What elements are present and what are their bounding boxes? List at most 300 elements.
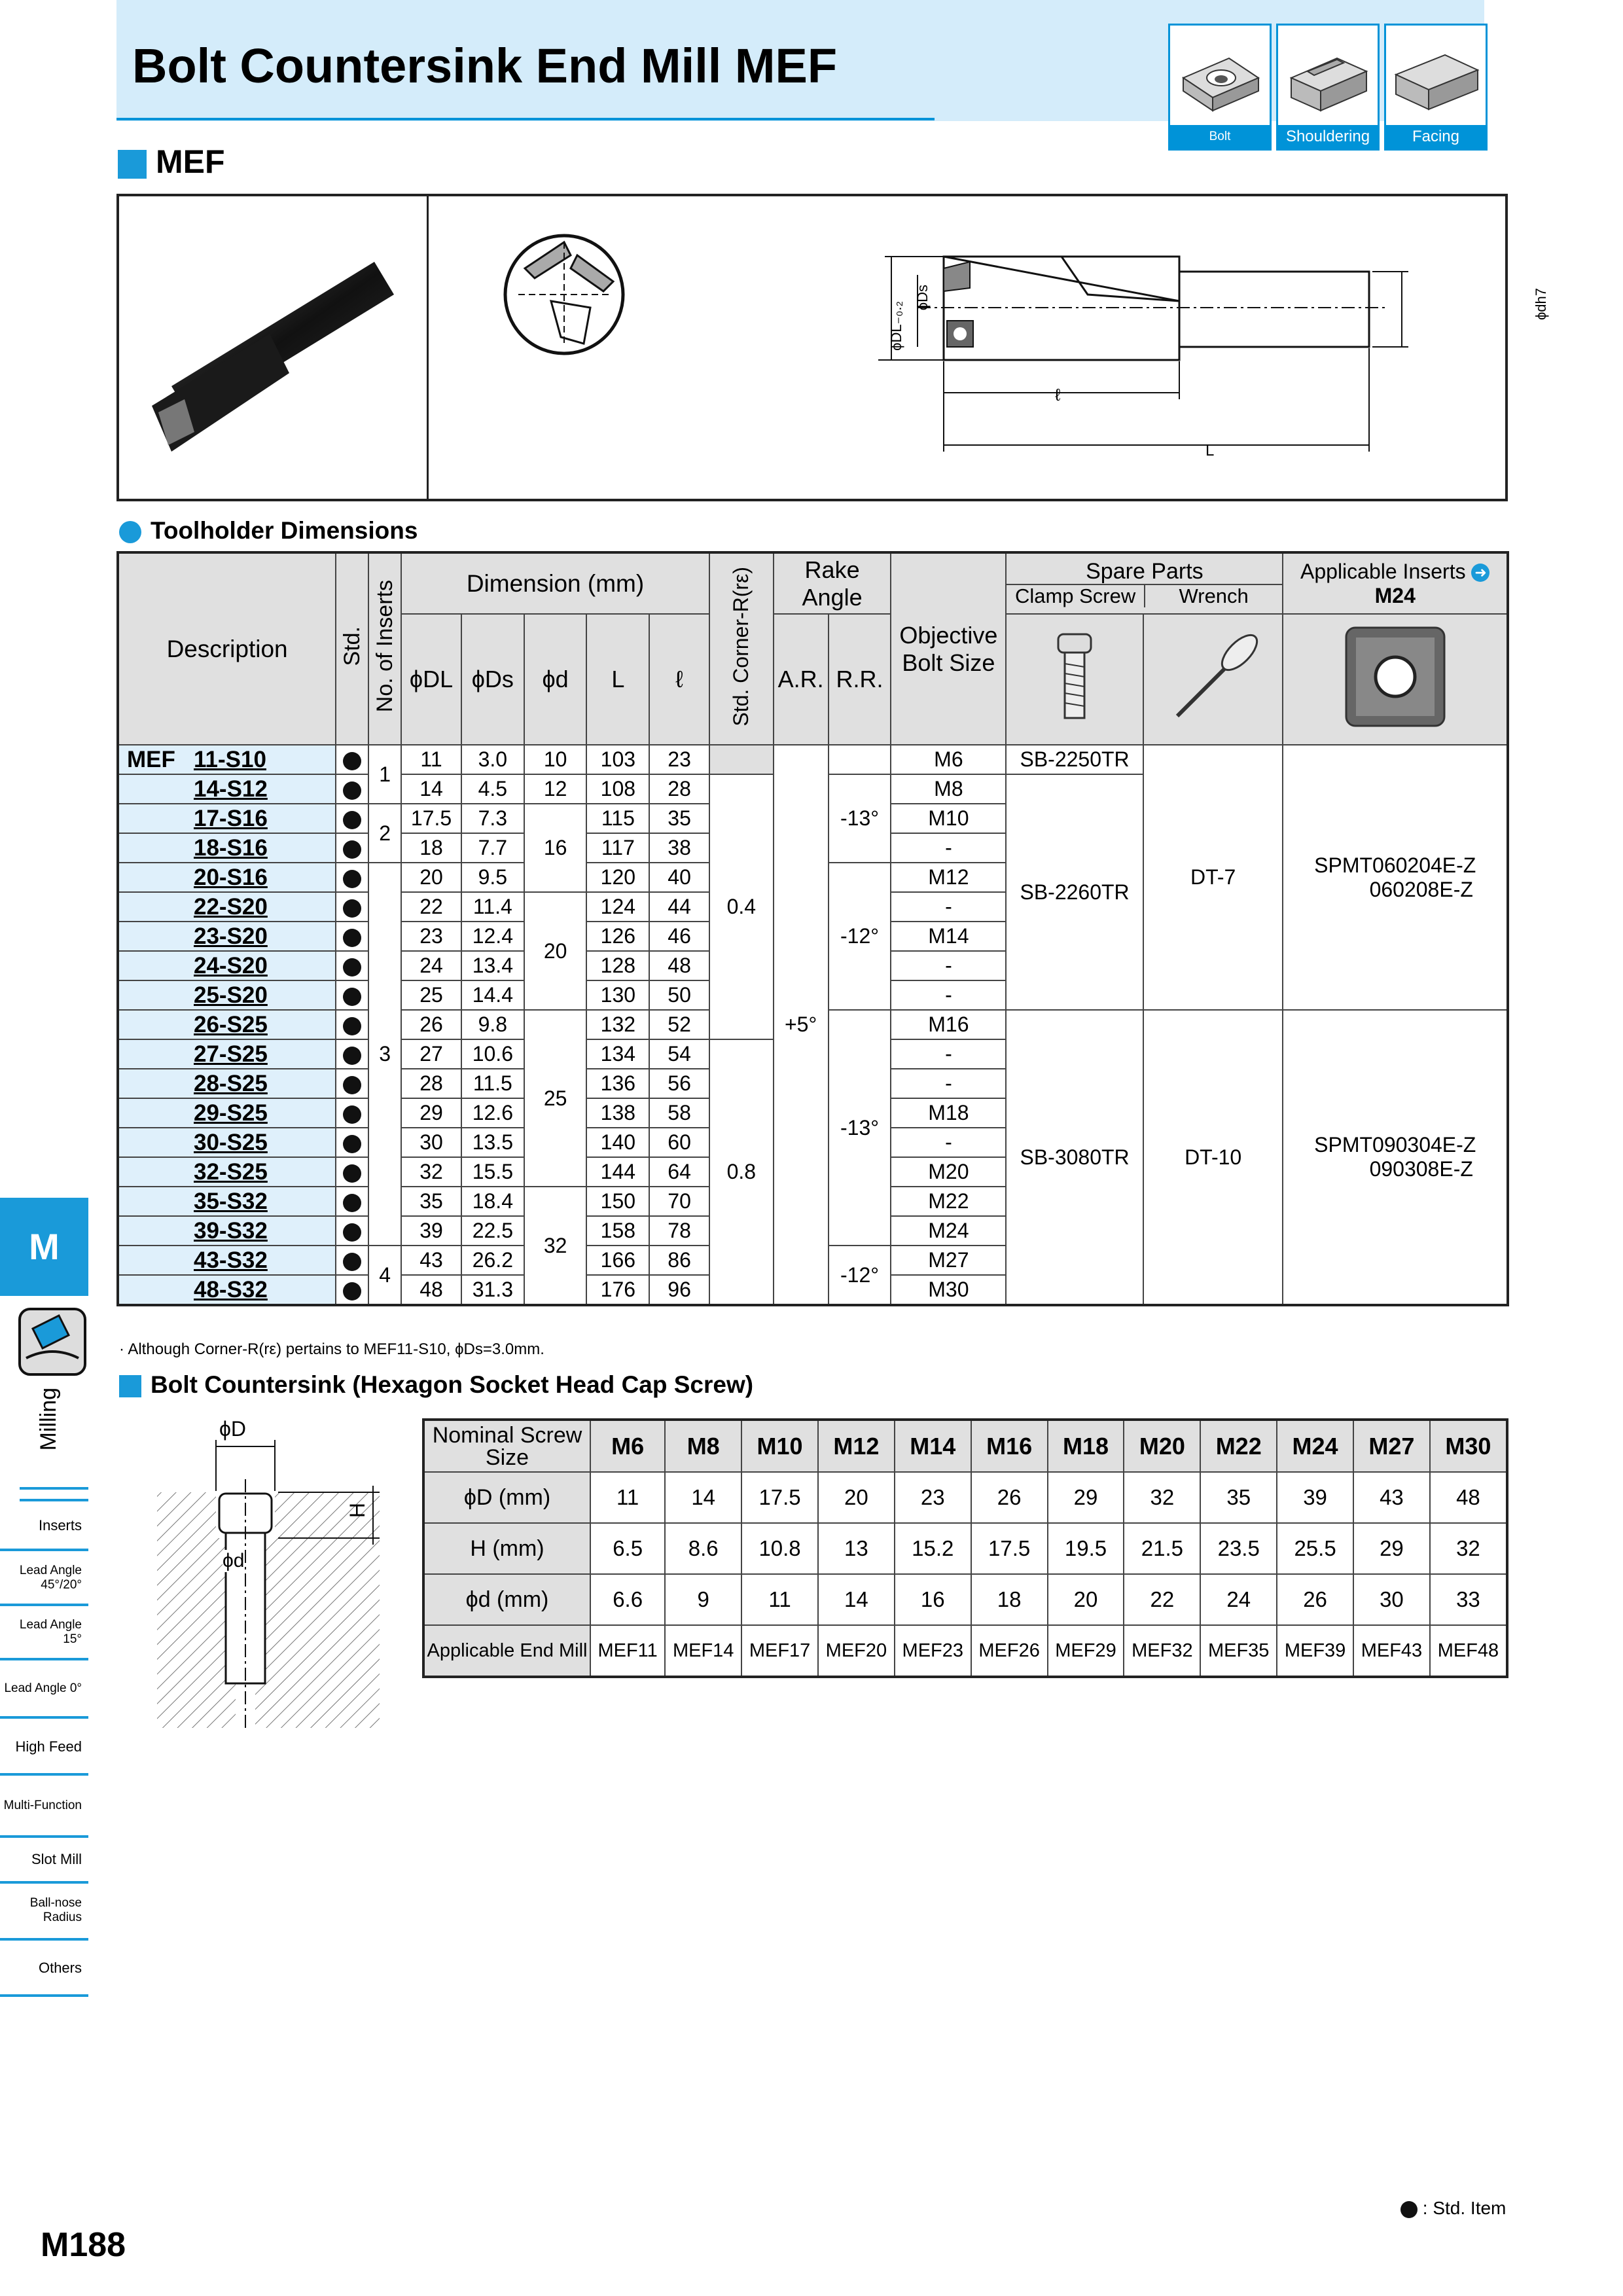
std-item-dot-icon xyxy=(343,1105,361,1124)
L-value: 115 xyxy=(586,804,649,833)
bolt-value: 23 xyxy=(895,1472,971,1523)
corner-r-value xyxy=(709,745,774,774)
ds-value: 15.5 xyxy=(461,1157,524,1187)
d-value: 20 xyxy=(524,892,587,1010)
bolt-value: 23.5 xyxy=(1200,1523,1277,1574)
model-code: 27-S25 xyxy=(194,1041,268,1067)
tool-photo-icon xyxy=(132,236,414,471)
bolt-value: 14 xyxy=(818,1574,895,1625)
corner-r-value: 0.8 xyxy=(709,1039,774,1305)
square-bullet-icon xyxy=(118,150,147,179)
model-code: 39-S32 xyxy=(194,1217,268,1244)
bolt-size-value: - xyxy=(891,1039,1006,1069)
header-d: ϕd xyxy=(524,614,587,745)
l-value: 35 xyxy=(649,804,709,833)
std-item-cell xyxy=(336,1039,368,1069)
dl-value: 43 xyxy=(401,1246,461,1275)
bolt-row-label: Applicable End Mill xyxy=(423,1625,590,1677)
bolt-row-label: ϕd (mm) xyxy=(423,1574,590,1625)
square-bullet-icon xyxy=(119,1375,141,1397)
header-spare-parts: Spare Parts xyxy=(1086,558,1204,584)
model-code: 11-S10 xyxy=(194,746,266,772)
bolt-value: 11 xyxy=(590,1472,665,1523)
bolt-value: M10 xyxy=(741,1420,818,1472)
std-item-cell xyxy=(336,1098,368,1128)
clamp-screw-value: SB-3080TR xyxy=(1006,1010,1143,1305)
bolt-value: M8 xyxy=(665,1420,741,1472)
bolt-size-value: M30 xyxy=(891,1275,1006,1305)
dl-value: 20 xyxy=(401,863,461,892)
bolt-value: 6.5 xyxy=(590,1523,665,1574)
std-item-dot-icon xyxy=(343,958,361,977)
header-dl: ϕDL xyxy=(401,614,461,745)
d-value: 32 xyxy=(524,1187,587,1305)
rr-value: -12° xyxy=(829,1246,891,1305)
L-value: 103 xyxy=(586,745,649,774)
d-value: 16 xyxy=(524,804,587,892)
model-code: 20-S16 xyxy=(194,864,268,890)
bolt-value: 13 xyxy=(818,1523,895,1574)
bolt-H-label: H xyxy=(346,1502,369,1518)
inserts-count: 3 xyxy=(368,863,401,1246)
model-code: 25-S20 xyxy=(194,982,268,1008)
dl-dimension-label: ϕDL₋₀.₂ xyxy=(888,301,904,351)
bolt-value: 14 xyxy=(665,1472,741,1523)
header-dimension: Dimension (mm) xyxy=(401,552,709,614)
model-code: 23-S20 xyxy=(194,923,268,949)
L-value: 176 xyxy=(586,1275,649,1305)
page-number: M188 xyxy=(41,2226,126,2264)
ds-value: 13.4 xyxy=(461,951,524,980)
std-item-cell xyxy=(336,980,368,1010)
bolt-value: 17.5 xyxy=(971,1523,1048,1574)
dl-value: 35 xyxy=(401,1187,461,1216)
L-value: 130 xyxy=(586,980,649,1010)
l-value: 64 xyxy=(649,1157,709,1187)
ar-value: +5° xyxy=(774,745,829,1305)
header-rake-angle: Rake Angle xyxy=(774,552,891,614)
l-value: 23 xyxy=(649,745,709,774)
model-code: 43-S32 xyxy=(194,1247,268,1273)
ds-value: 3.0 xyxy=(461,745,524,774)
bolt-value: 19.5 xyxy=(1048,1523,1124,1574)
header-ds: ϕDs xyxy=(461,614,524,745)
footnote: · Although Corner-R(rε) pertains to MEF11-S10, ϕDs=3.0mm. xyxy=(119,1340,544,1358)
ds-value: 11.5 xyxy=(461,1069,524,1098)
bolt-value: MEF23 xyxy=(895,1625,971,1677)
std-item-dot-icon xyxy=(343,899,361,918)
bolt-value: 10.8 xyxy=(741,1523,818,1574)
clamp-screw-icon xyxy=(1045,628,1104,726)
bolt-size-value: M27 xyxy=(891,1246,1006,1275)
L-value: 144 xyxy=(586,1157,649,1187)
bolt-value: MEF17 xyxy=(741,1625,818,1677)
std-item-dot-icon xyxy=(343,1076,361,1094)
l-value: 44 xyxy=(649,892,709,922)
bolt-size-value: - xyxy=(891,892,1006,922)
bolt-table-row xyxy=(423,1625,1507,1677)
sidebar-milling-label: Milling xyxy=(36,1388,61,1451)
std-item-cell xyxy=(336,922,368,951)
l-value: 38 xyxy=(649,833,709,863)
bolt-value: 35 xyxy=(1200,1472,1277,1523)
std-item-cell xyxy=(336,1275,368,1305)
bolt-table-row xyxy=(423,1523,1507,1574)
L-value: 138 xyxy=(586,1098,649,1128)
bolt-value: 32 xyxy=(1124,1472,1200,1523)
bolt-value: MEF20 xyxy=(818,1625,895,1677)
bolt-size-value: - xyxy=(891,1069,1006,1098)
model-code: 14-S12 xyxy=(194,776,268,802)
l-value: 54 xyxy=(649,1039,709,1069)
shouldering-icon xyxy=(1278,26,1378,124)
ds-value: 7.7 xyxy=(461,833,524,863)
tool-drawing-box xyxy=(116,194,1549,501)
side-view-drawing xyxy=(695,209,1493,484)
ds-value: 9.8 xyxy=(461,1010,524,1039)
L-dimension-label: L xyxy=(1205,442,1215,459)
bolt-value: 11 xyxy=(741,1574,818,1625)
inserts-count: 1 xyxy=(368,745,401,804)
sidebar-item[interactable]: High Feed xyxy=(0,1720,88,1776)
bolt-value: MEF39 xyxy=(1277,1625,1353,1677)
std-item-cell xyxy=(336,745,368,774)
section-mef: MEF xyxy=(118,143,225,181)
sidebar-item[interactable]: Lead Angle 0° xyxy=(0,1661,88,1719)
dl-value: 32 xyxy=(401,1157,461,1187)
std-item-cell xyxy=(336,1216,368,1246)
std-item-cell xyxy=(336,1157,368,1187)
bolt-size-value: - xyxy=(891,833,1006,863)
l-value: 48 xyxy=(649,951,709,980)
ds-value: 26.2 xyxy=(461,1246,524,1275)
dl-value: 11 xyxy=(401,745,461,774)
series-prefix: MEF xyxy=(127,746,175,772)
rr-value: -13° xyxy=(829,1010,891,1246)
bolt-value: 26 xyxy=(1277,1574,1353,1625)
bolt-value: 32 xyxy=(1430,1523,1507,1574)
inserts-count: 4 xyxy=(368,1246,401,1305)
std-item-cell xyxy=(336,1246,368,1275)
std-item-dot-icon xyxy=(343,1253,361,1271)
l-value: 50 xyxy=(649,980,709,1010)
bolt-size-value: - xyxy=(891,980,1006,1010)
header-objective-bolt-size: Objective Bolt Size xyxy=(891,552,1006,745)
header-wrench: Wrench xyxy=(1179,584,1249,608)
L-value: 140 xyxy=(586,1128,649,1157)
ds-value: 10.6 xyxy=(461,1039,524,1069)
L-value: 124 xyxy=(586,892,649,922)
l-value: 46 xyxy=(649,922,709,951)
app-shouldering: Shouldering xyxy=(1276,24,1380,151)
bolt-value: M12 xyxy=(818,1420,895,1472)
std-item-cell xyxy=(336,833,368,863)
model-code: 35-S32 xyxy=(194,1188,268,1214)
bolt-value: MEF11 xyxy=(590,1625,665,1677)
header-underline xyxy=(116,118,935,120)
bolt-value: 22 xyxy=(1124,1574,1200,1625)
model-code: 29-S25 xyxy=(194,1100,268,1126)
bolt-size-value: M22 xyxy=(891,1187,1006,1216)
header-clamp-screw: Clamp Screw xyxy=(1007,585,1145,607)
header-description: Description xyxy=(118,552,336,745)
app-facing: Facing xyxy=(1384,24,1488,151)
header-L: L xyxy=(586,614,649,745)
facing-icon xyxy=(1386,26,1486,124)
L-value: 132 xyxy=(586,1010,649,1039)
bolt-size-value: M12 xyxy=(891,863,1006,892)
section-toolholder: Toolholder Dimensions xyxy=(119,517,418,545)
model-code: 30-S25 xyxy=(194,1129,268,1155)
model-code: 18-S16 xyxy=(194,834,268,861)
std-item-dot-icon xyxy=(343,781,361,800)
bolt-value: 21.5 xyxy=(1124,1523,1200,1574)
dl-value: 28 xyxy=(401,1069,461,1098)
bolt-value: 26 xyxy=(971,1472,1048,1523)
dl-value: 24 xyxy=(401,951,461,980)
bolt-value: 48 xyxy=(1430,1472,1507,1523)
model-code: 32-S25 xyxy=(194,1158,268,1185)
L-value: 136 xyxy=(586,1069,649,1098)
std-item-cell xyxy=(336,774,368,804)
std-item-cell xyxy=(336,804,368,833)
ds-value: 13.5 xyxy=(461,1128,524,1157)
L-value: 117 xyxy=(586,833,649,863)
header-rr: R.R. xyxy=(829,614,891,745)
std-item-dot-icon xyxy=(1400,2201,1418,2218)
bolt-value: 8.6 xyxy=(665,1523,741,1574)
app-bolt-countersinking: Bolt Countersinking xyxy=(1168,24,1272,151)
toolholder-dimensions-table xyxy=(116,551,1509,1306)
std-item-dot-icon xyxy=(343,1282,361,1300)
ds-value: 18.4 xyxy=(461,1187,524,1216)
bolt-value: M30 xyxy=(1430,1420,1507,1472)
bolt-size-value: M8 xyxy=(891,774,1006,804)
dl-value: 18 xyxy=(401,833,461,863)
ds-value: 12.4 xyxy=(461,922,524,951)
bolt-value: 29 xyxy=(1353,1523,1430,1574)
bolt-value: 33 xyxy=(1430,1574,1507,1625)
dl-value: 48 xyxy=(401,1275,461,1305)
model-code: 48-S32 xyxy=(194,1276,268,1302)
std-item-dot-icon xyxy=(343,929,361,947)
std-item-dot-icon xyxy=(343,840,361,859)
dl-value: 22 xyxy=(401,892,461,922)
sidebar-section-letter[interactable]: M xyxy=(0,1198,88,1296)
l-value: 78 xyxy=(649,1216,709,1246)
bolt-size-value: M20 xyxy=(891,1157,1006,1187)
bolt-value: M6 xyxy=(590,1420,665,1472)
std-item-cell xyxy=(336,863,368,892)
model-code: 24-S20 xyxy=(194,952,268,978)
wrench-icon xyxy=(1164,628,1262,726)
bolt-value: M22 xyxy=(1200,1420,1277,1472)
bolt-row-label: ϕD (mm) xyxy=(423,1472,590,1523)
bolt-value: M18 xyxy=(1048,1420,1124,1472)
dl-value: 14 xyxy=(401,774,461,804)
page-title: Bolt Countersink End Mill MEF xyxy=(132,39,838,93)
bolt-value: 39 xyxy=(1277,1472,1353,1523)
bolt-value: 6.6 xyxy=(590,1574,665,1625)
dl-value: 29 xyxy=(401,1098,461,1128)
bolt-countersinking-icon xyxy=(1170,26,1270,124)
bolt-value: M20 xyxy=(1124,1420,1200,1472)
applicable-insert-value: SPMT060204E-Z 060208E-Z xyxy=(1283,745,1508,1010)
l-small-dimension-label: ℓ xyxy=(1055,385,1061,404)
dl-value: 17.5 xyxy=(401,804,461,833)
std-item-dot-icon xyxy=(343,1194,361,1212)
header-corner-r: Std. Corner-R(rε) xyxy=(729,566,753,726)
ds-value: 4.5 xyxy=(461,774,524,804)
sidebar-item[interactable]: Multi-Function xyxy=(0,1776,88,1838)
sidebar-divider xyxy=(20,1499,88,1501)
bolt-d-label: ϕd xyxy=(223,1550,245,1571)
bolt-value: 25.5 xyxy=(1277,1523,1353,1574)
dl-value: 26 xyxy=(401,1010,461,1039)
bolt-table-row xyxy=(423,1574,1507,1625)
rr-value: -13° xyxy=(829,774,891,863)
bolt-size-value: M14 xyxy=(891,922,1006,951)
bolt-value: MEF26 xyxy=(971,1625,1048,1677)
l-value: 96 xyxy=(649,1275,709,1305)
bolt-value: 17.5 xyxy=(741,1472,818,1523)
bolt-value: 20 xyxy=(1048,1574,1124,1625)
dl-value: 27 xyxy=(401,1039,461,1069)
header-applicable-inserts: Applicable Inserts xyxy=(1300,559,1466,583)
header-no-of-inserts: No. of Inserts xyxy=(372,580,397,713)
std-item-cell xyxy=(336,1010,368,1039)
sidebar-item[interactable]: Others xyxy=(0,1941,88,1997)
bolt-value: 20 xyxy=(818,1472,895,1523)
l-value: 40 xyxy=(649,863,709,892)
l-value: 86 xyxy=(649,1246,709,1275)
corner-r-value: 0.4 xyxy=(709,774,774,1039)
inserts-page-ref: M24 xyxy=(1374,583,1416,607)
bolt-countersink-figure xyxy=(151,1414,399,1734)
bolt-value: 18 xyxy=(971,1574,1048,1625)
model-code: 28-S25 xyxy=(194,1070,268,1096)
dh7-dimension-label: ϕdh7 xyxy=(1533,288,1549,321)
bolt-value: MEF32 xyxy=(1124,1625,1200,1677)
ds-dimension-label: ϕDs xyxy=(914,285,931,311)
std-item-cell xyxy=(336,892,368,922)
std-item-dot-icon xyxy=(343,1047,361,1065)
bolt-size-value: M10 xyxy=(891,804,1006,833)
std-item-cell xyxy=(336,1069,368,1098)
inserts-count: 2 xyxy=(368,804,401,863)
std-item-dot-icon xyxy=(343,811,361,829)
std-item-dot-icon xyxy=(343,870,361,888)
arrow-right-icon: ➜ xyxy=(1471,564,1489,582)
dl-value: 25 xyxy=(401,980,461,1010)
std-item-dot-icon xyxy=(343,1223,361,1242)
section-bolt-countersink: Bolt Countersink (Hexagon Socket Head Cap Screw) xyxy=(119,1371,753,1399)
insert-icon xyxy=(1336,621,1454,732)
std-item-dot-icon xyxy=(343,1135,361,1153)
legend: : Std. Item xyxy=(1400,2198,1506,2219)
bolt-value: 15.2 xyxy=(895,1523,971,1574)
ds-value: 14.4 xyxy=(461,980,524,1010)
sidebar-item[interactable]: Slot Mill xyxy=(0,1838,88,1884)
model-code: 26-S25 xyxy=(194,1011,268,1037)
model-code: 17-S16 xyxy=(194,805,268,831)
header-std: Std. xyxy=(339,626,365,666)
bolt-countersink-table xyxy=(422,1418,1508,1678)
bolt-size-value: M24 xyxy=(891,1216,1006,1246)
std-item-cell xyxy=(336,1187,368,1216)
bolt-value: 29 xyxy=(1048,1472,1124,1523)
sidebar-item[interactable]: Inserts xyxy=(0,1502,88,1551)
bolt-row-label: H (mm) xyxy=(423,1523,590,1574)
std-item-dot-icon xyxy=(343,988,361,1006)
L-value: 126 xyxy=(586,922,649,951)
d-value: 10 xyxy=(524,745,587,774)
bolt-value: M27 xyxy=(1353,1420,1430,1472)
bolt-value: MEF43 xyxy=(1353,1625,1430,1677)
L-value: 158 xyxy=(586,1216,649,1246)
sidebar-item[interactable]: Lead Angle 15° xyxy=(0,1607,88,1660)
bolt-value: MEF48 xyxy=(1430,1625,1507,1677)
bolt-size-value: M16 xyxy=(891,1010,1006,1039)
clamp-screw-value: SB-2250TR xyxy=(1006,745,1143,774)
dl-value: 23 xyxy=(401,922,461,951)
ds-value: 12.6 xyxy=(461,1098,524,1128)
ds-value: 11.4 xyxy=(461,892,524,922)
bolt-row-label: Nominal Screw Size xyxy=(423,1420,590,1472)
l-value: 52 xyxy=(649,1010,709,1039)
bolt-size-value: - xyxy=(891,1128,1006,1157)
bolt-value: MEF29 xyxy=(1048,1625,1124,1677)
l-value: 58 xyxy=(649,1098,709,1128)
bolt-value: 43 xyxy=(1353,1472,1430,1523)
std-item-cell xyxy=(336,951,368,980)
bolt-value: MEF35 xyxy=(1200,1625,1277,1677)
d-value: 12 xyxy=(524,774,587,804)
std-item-cell xyxy=(336,1128,368,1157)
drawing-divider xyxy=(427,196,429,499)
sidebar-item[interactable]: Ball-nose Radius xyxy=(0,1883,88,1941)
ds-value: 7.3 xyxy=(461,804,524,833)
sidebar-divider xyxy=(20,1487,88,1490)
l-value: 60 xyxy=(649,1128,709,1157)
L-value: 128 xyxy=(586,951,649,980)
end-view-icon xyxy=(499,229,630,360)
bolt-table-row xyxy=(423,1420,1507,1472)
L-value: 108 xyxy=(586,774,649,804)
header-ar: A.R. xyxy=(774,614,829,745)
wrench-value: DT-10 xyxy=(1143,1010,1283,1305)
table-row xyxy=(118,745,1508,774)
d-value: 25 xyxy=(524,1010,587,1187)
bolt-D-label: ϕD xyxy=(219,1417,247,1441)
bolt-value: 9 xyxy=(665,1574,741,1625)
L-value: 120 xyxy=(586,863,649,892)
sidebar-item[interactable]: Lead Angle 45°/20° xyxy=(0,1552,88,1606)
bolt-size-value: - xyxy=(891,951,1006,980)
rr-value xyxy=(829,745,891,774)
circle-bullet-icon xyxy=(119,521,141,543)
ds-value: 22.5 xyxy=(461,1216,524,1246)
dl-value: 30 xyxy=(401,1128,461,1157)
l-value: 56 xyxy=(649,1069,709,1098)
L-value: 134 xyxy=(586,1039,649,1069)
rr-value: -12° xyxy=(829,863,891,1010)
dl-value: 39 xyxy=(401,1216,461,1246)
ds-value: 31.3 xyxy=(461,1275,524,1305)
bolt-table-row xyxy=(423,1472,1507,1523)
bolt-value: M16 xyxy=(971,1420,1048,1472)
bolt-value: M24 xyxy=(1277,1420,1353,1472)
